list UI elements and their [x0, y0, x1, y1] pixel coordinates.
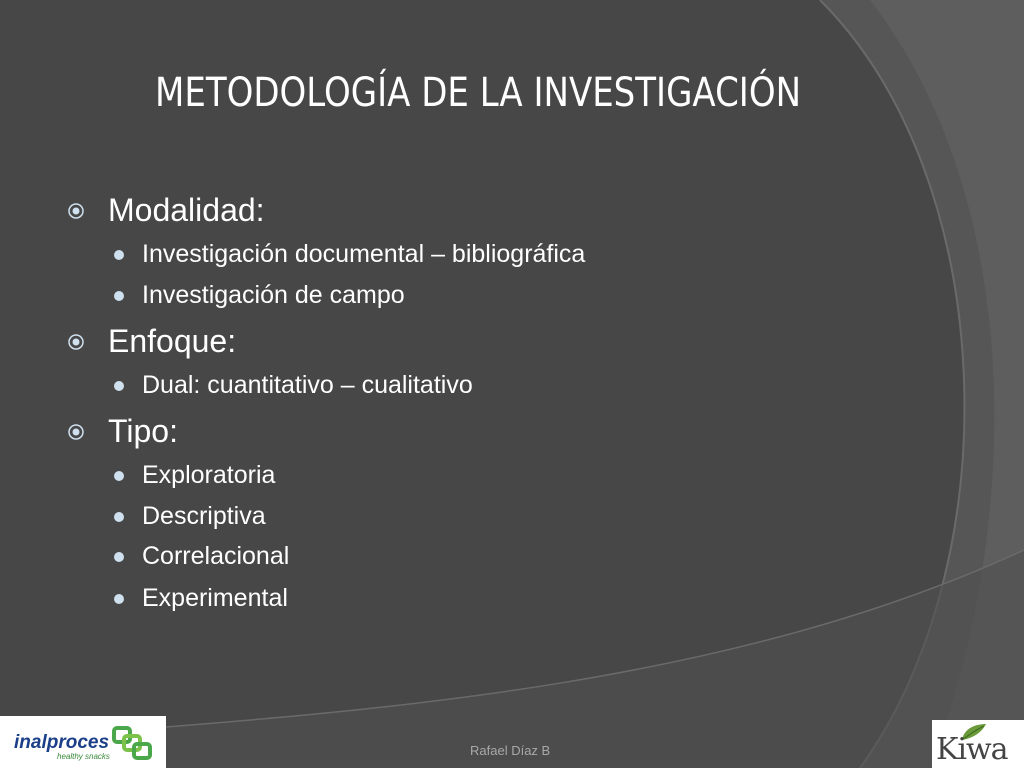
list-item	[114, 584, 288, 613]
list-item-label: Investigación documental – bibliográfica	[142, 240, 586, 268]
list-item-label: Descriptiva	[142, 502, 266, 530]
bullet-dot-icon	[114, 381, 124, 391]
list-item-label: Dual: cuantitativo – cualitativo	[142, 371, 473, 399]
kiwa-logo	[932, 720, 1024, 768]
list-item-label: Exploratoria	[142, 461, 276, 489]
logo-tagline: healthy snacks	[57, 752, 110, 761]
bullet-dot-icon	[114, 250, 124, 260]
list-item	[114, 281, 405, 310]
bullet-dot-icon	[114, 471, 124, 481]
list-item	[114, 542, 289, 571]
list-item-label: Investigación de campo	[142, 281, 405, 309]
inalproces-logo	[0, 716, 166, 768]
section-heading-modalidad	[68, 192, 265, 229]
bullet-dot-icon	[114, 552, 124, 562]
slide-title: METODOLOGÍA DE LA INVESTIGACIÓN	[155, 70, 802, 116]
footer-author: Rafael Díaz B	[470, 743, 551, 758]
list-item	[114, 461, 275, 490]
section-heading-label: Enfoque:	[108, 323, 237, 359]
bullet-dot-icon	[114, 291, 124, 301]
list-item	[114, 371, 473, 400]
logo-brand-text: inalproces	[14, 732, 110, 753]
list-item-label: Experimental	[142, 584, 288, 612]
section-heading-label: Tipo:	[108, 413, 178, 449]
bullet-circle-icon	[68, 424, 84, 440]
list-item	[114, 502, 266, 531]
bullet-dot-icon	[114, 512, 124, 522]
list-item	[114, 240, 585, 269]
bullet-circle-icon	[68, 203, 84, 219]
logo-brand-text: Kiwa	[936, 732, 1008, 767]
bullet-dot-icon	[114, 594, 124, 604]
interlocked-squares-icon	[112, 726, 154, 760]
section-heading-tipo	[68, 413, 178, 450]
section-heading-label: Modalidad:	[108, 192, 265, 228]
bullet-circle-icon	[68, 334, 84, 350]
list-item-label: Correlacional	[142, 542, 290, 570]
section-heading-enfoque	[68, 323, 236, 360]
